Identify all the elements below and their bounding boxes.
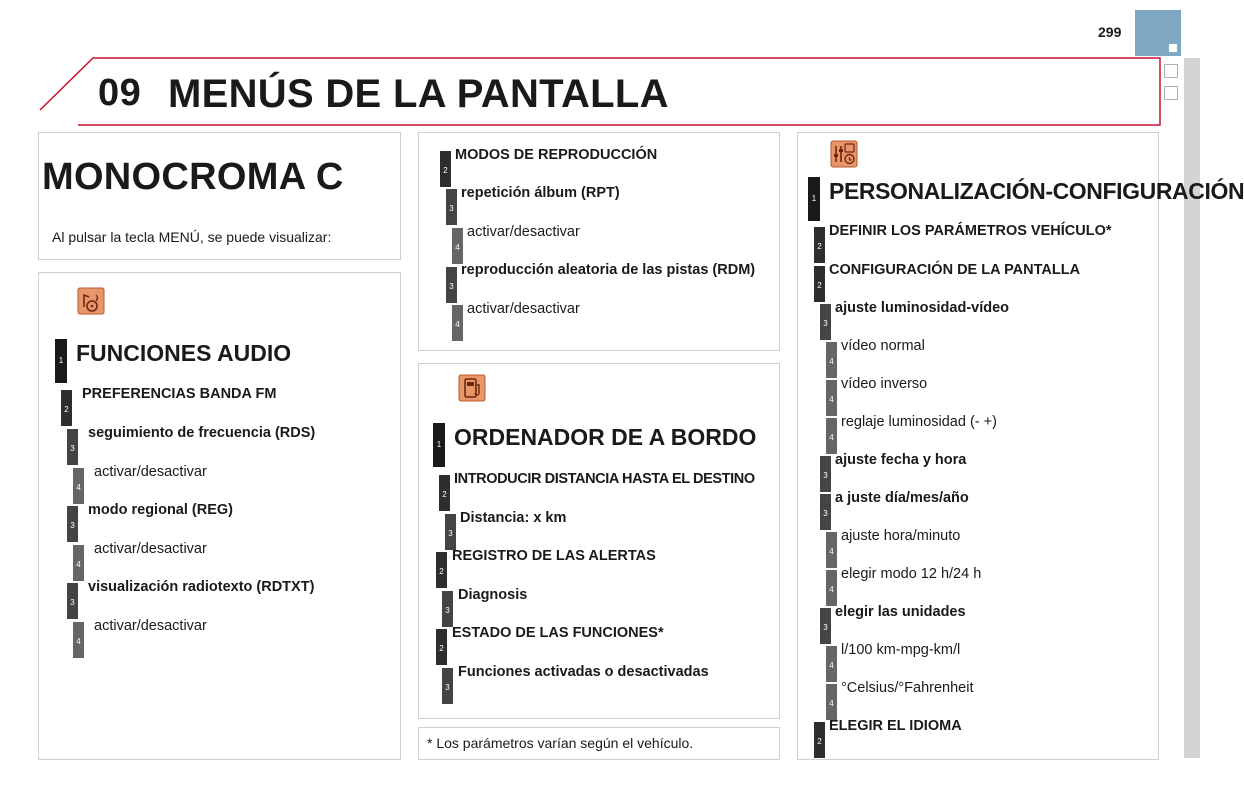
level-badge: 4 bbox=[826, 570, 837, 606]
menu-item-label: REGISTRO DE LAS ALERTAS bbox=[452, 548, 656, 564]
menu-item-label: ajuste fecha y hora bbox=[835, 452, 967, 468]
level-badge: 4 bbox=[826, 342, 837, 378]
level-badge: 4 bbox=[452, 305, 463, 341]
level-badge: 4 bbox=[826, 532, 837, 568]
menu-item-label: Distancia: x km bbox=[460, 510, 567, 526]
menu-item-label: ajuste luminosidad-vídeo bbox=[835, 300, 1010, 316]
level-badge: 3 bbox=[820, 494, 831, 530]
menu-item-label: PERSONALIZACIÓN-CONFIGURACIÓN bbox=[829, 178, 1244, 204]
level-badge: 4 bbox=[452, 228, 463, 264]
level-badge: 3 bbox=[442, 591, 453, 627]
menu-item-label: FUNCIONES AUDIO bbox=[76, 340, 292, 366]
chapter-number: 09 bbox=[98, 72, 142, 114]
level-badge: 3 bbox=[67, 583, 78, 619]
level-badge: 3 bbox=[446, 189, 457, 225]
level-badge: 2 bbox=[814, 227, 825, 263]
audio-functions-icon bbox=[77, 287, 105, 315]
level-badge: 4 bbox=[73, 468, 84, 504]
chapter-title: MENÚS DE LA PANTALLA bbox=[168, 72, 669, 116]
menu-item-label: activar/desactivar bbox=[94, 464, 207, 480]
side-scroll-bar bbox=[1184, 58, 1200, 758]
level-badge: 3 bbox=[820, 304, 831, 340]
menu-item-label: a juste día/mes/año bbox=[835, 490, 969, 506]
level-badge: 2 bbox=[436, 552, 447, 588]
menu-item-label: MODOS DE REPRODUCCIÓN bbox=[455, 147, 658, 163]
level-badge: 1 bbox=[808, 177, 820, 221]
menu-item-label: repetición álbum (RPT) bbox=[461, 185, 620, 201]
menu-item-label: activar/desactivar bbox=[94, 618, 207, 634]
level-badge: 3 bbox=[442, 668, 453, 704]
menu-item-label: PREFERENCIAS BANDA FM bbox=[82, 386, 277, 402]
playback-modes-panel bbox=[418, 132, 780, 351]
menu-item-label: activar/desactivar bbox=[467, 301, 580, 317]
level-badge: 2 bbox=[61, 390, 72, 426]
personalisation-settings-icon bbox=[830, 140, 858, 168]
menu-item-label: reproducción aleatoria de las pistas (RDM) bbox=[461, 262, 756, 278]
menu-item-label: elegir modo 12 h/24 h bbox=[841, 566, 982, 582]
menu-item-label: modo regional (REG) bbox=[88, 502, 233, 518]
menu-item-label: ajuste hora/minuto bbox=[841, 528, 961, 544]
side-marker-box bbox=[1164, 64, 1178, 78]
level-badge: 3 bbox=[820, 608, 831, 644]
level-badge: 3 bbox=[67, 429, 78, 465]
footnote: * Los parámetros varían según el vehículo. bbox=[427, 735, 694, 751]
intro-text: Al pulsar la tecla MENÚ, se puede visualizar: bbox=[52, 229, 332, 245]
level-badge: 2 bbox=[439, 475, 450, 511]
menu-item-label: Funciones activadas o desactivadas bbox=[458, 664, 709, 680]
level-badge: 2 bbox=[436, 629, 447, 665]
menu-item-label: activar/desactivar bbox=[94, 541, 207, 557]
page-number: 299 bbox=[1098, 24, 1122, 40]
menu-item-label: l/100 km-mpg-km/l bbox=[841, 642, 961, 658]
menu-item-label: reglaje luminosidad (- +) bbox=[841, 414, 997, 430]
menu-item-label: CONFIGURACIÓN DE LA PANTALLA bbox=[829, 262, 1081, 278]
menu-item-label: activar/desactivar bbox=[467, 224, 580, 240]
menu-item-label: visualización radiotexto (RDTXT) bbox=[88, 579, 315, 595]
menu-item-label: INTRODUCIR DISTANCIA HASTA EL DESTINO bbox=[454, 471, 755, 487]
level-badge: 4 bbox=[73, 622, 84, 658]
level-badge: 2 bbox=[814, 722, 825, 758]
menu-item-label: vídeo inverso bbox=[841, 376, 928, 392]
side-marker-box bbox=[1164, 86, 1178, 100]
menu-item-label: seguimiento de frecuencia (RDS) bbox=[88, 425, 316, 441]
level-badge: 4 bbox=[826, 646, 837, 682]
level-badge: 2 bbox=[440, 151, 451, 187]
level-badge: 1 bbox=[433, 423, 445, 467]
chapter-corner-tab bbox=[1135, 10, 1181, 56]
level-badge: 4 bbox=[826, 684, 837, 720]
menu-item-label: °Celsius/°Fahrenheit bbox=[841, 680, 974, 696]
level-badge: 4 bbox=[826, 380, 837, 416]
level-badge: 3 bbox=[67, 506, 78, 542]
level-badge: 1 bbox=[55, 339, 67, 383]
menu-item-label: DEFINIR LOS PARÁMETROS VEHÍCULO* bbox=[829, 223, 1112, 239]
menu-item-label: elegir las unidades bbox=[835, 604, 966, 620]
level-badge: 4 bbox=[826, 418, 837, 454]
level-badge: 2 bbox=[814, 266, 825, 302]
menu-item-label: Diagnosis bbox=[458, 587, 528, 603]
menu-item-label: ELEGIR EL IDIOMA bbox=[829, 718, 962, 734]
menu-item-label: vídeo normal bbox=[841, 338, 925, 354]
main-title: MONOCROMA C bbox=[42, 156, 344, 198]
menu-item-label: ORDENADOR DE A BORDO bbox=[454, 424, 757, 450]
level-badge: 3 bbox=[445, 514, 456, 550]
menu-item-label: ESTADO DE LAS FUNCIONES* bbox=[452, 625, 664, 641]
level-badge: 4 bbox=[73, 545, 84, 581]
level-badge: 3 bbox=[820, 456, 831, 492]
trip-computer-icon bbox=[458, 374, 486, 402]
level-badge: 3 bbox=[446, 267, 457, 303]
